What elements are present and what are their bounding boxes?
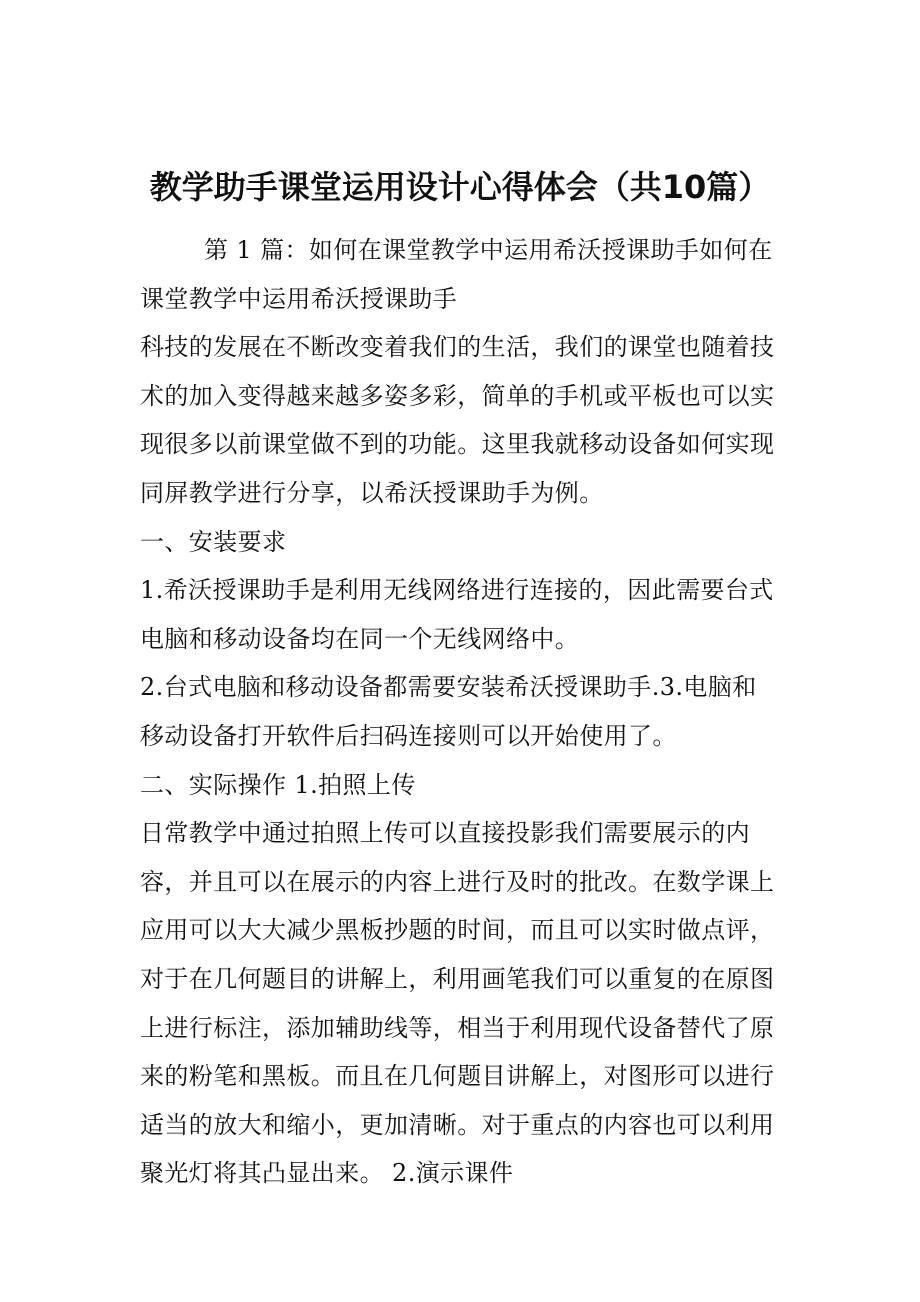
section-heading: 一、安装要求 xyxy=(140,527,287,556)
body-line: 2.台式电脑和移动设备都需要安装希沃授课助手.3.电脑和 xyxy=(140,673,757,702)
body-line: 上进行标注，添加辅助线等，相当于利用现代设备替代了原 xyxy=(140,1013,775,1042)
body-line: 科技的发展在不断改变着我们的生活，我们的课堂也随着技 xyxy=(140,333,775,362)
body-line: 现很多以前课堂做不到的功能。这里我就移动设备如何实现 xyxy=(140,430,775,459)
body-line: 对于在几何题目的讲解上，利用画笔我们可以重复的在原图 xyxy=(140,964,775,993)
body-line: 来的粉笔和黑板。而且在几何题目讲解上，对图形可以进行 xyxy=(140,1062,775,1091)
body-line: 移动设备打开软件后扫码连接则可以开始使用了。 xyxy=(140,721,677,750)
body-line: 1.希沃授课助手是利用无线网络进行连接的，因此需要台式 xyxy=(140,576,774,605)
body-line: 课堂教学中运用希沃授课助手 xyxy=(140,284,458,313)
body-line: 术的加入变得越来越多姿多彩，简单的手机或平板也可以实 xyxy=(140,381,775,410)
document-body xyxy=(140,226,800,1198)
document-title: 教学助手课堂运用设计心得体会（共10篇） xyxy=(149,168,771,207)
body-line: 日常教学中通过拍照上传可以直接投影我们需要展示的内 xyxy=(140,819,750,848)
body-line: 适当的放大和缩小，更加清晰。对于重点的内容也可以利用 xyxy=(140,1110,775,1139)
body-line: 电脑和移动设备均在同一个无线网络中。 xyxy=(140,624,580,653)
body-line: 容，并且可以在展示的内容上进行及时的批改。在数学课上 xyxy=(140,867,775,896)
body-line: 同屏教学进行分享，以希沃授课助手为例。 xyxy=(140,478,604,507)
section-heading: 二、实际操作 1.拍照上传 xyxy=(140,770,416,799)
body-line: 应用可以大大减少黑板抄题的时间，而且可以实时做点评， xyxy=(140,916,775,945)
body-line: 第 1 篇：如何在课堂教学中运用希沃授课助手如何在 xyxy=(204,236,773,264)
body-line: 聚光灯将其凸显出来。 2.演示课件 xyxy=(140,1159,514,1188)
